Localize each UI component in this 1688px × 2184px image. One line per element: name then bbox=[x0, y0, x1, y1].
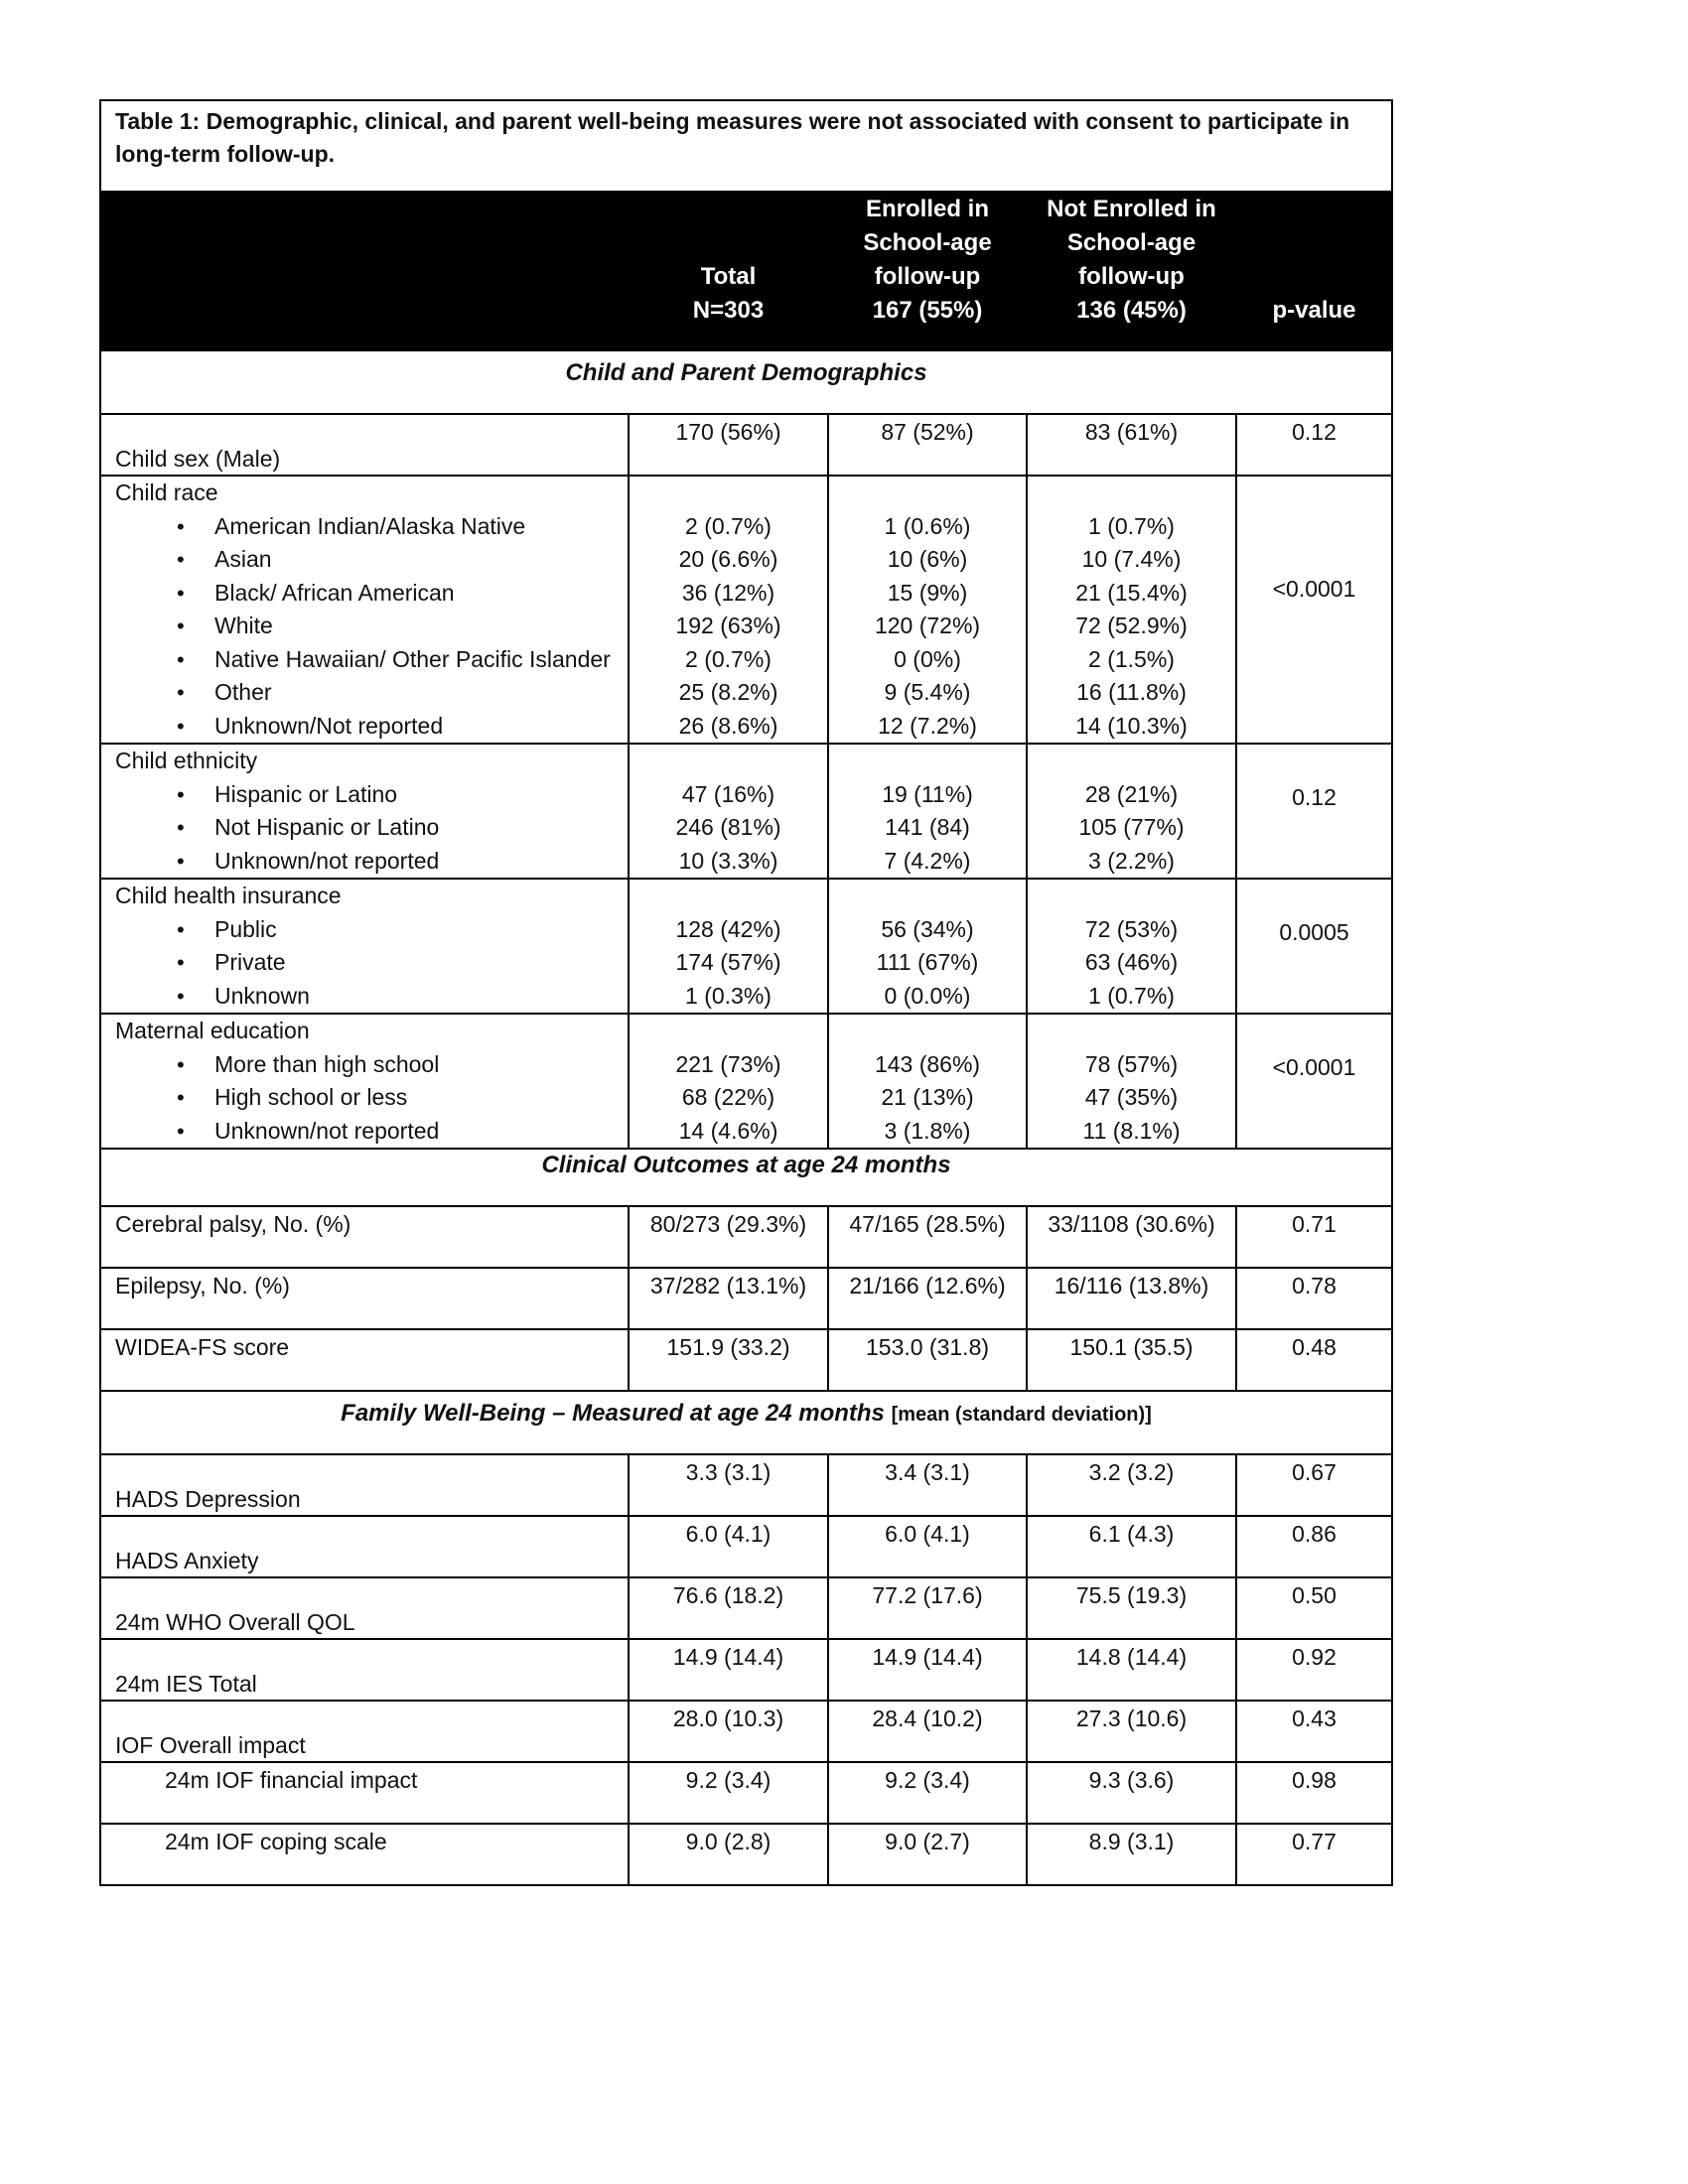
value-cell: 16 (11.8%) bbox=[1076, 679, 1187, 705]
section-family-title: Family Well-Being – Measured at age 24 months bbox=[341, 1400, 885, 1427]
total-cell: 37/282 (13.1%) bbox=[629, 1268, 828, 1329]
value-cell: 10 (3.3%) bbox=[678, 847, 778, 874]
enrolled-cell: 6.0 (4.1) bbox=[828, 1516, 1027, 1577]
group-child-race bbox=[100, 476, 1392, 744]
p-value-cell: 0.92 bbox=[1236, 1639, 1392, 1701]
group-title: Child ethnicity bbox=[115, 748, 258, 773]
row-label: 24m WHO Overall QOL bbox=[100, 1577, 629, 1639]
total-cell: 9.2 (3.4) bbox=[629, 1762, 828, 1824]
value-cell: 47 (16%) bbox=[681, 780, 775, 807]
header-not-enrolled: Not Enrolled in School-age follow-up 136 (45%) bbox=[1027, 192, 1236, 350]
value-cell: 25 (8.2%) bbox=[678, 679, 778, 705]
list-item: • Other bbox=[115, 676, 628, 710]
section-demographics: Child and Parent Demographics bbox=[100, 350, 1392, 414]
enrolled-cell: 47/165 (28.5%) bbox=[828, 1206, 1027, 1268]
p-value-cell: 0.98 bbox=[1236, 1762, 1392, 1824]
value-cell: 0 (0%) bbox=[894, 645, 961, 672]
value-cell: 111 (67%) bbox=[876, 949, 979, 975]
list-item: • Asian bbox=[115, 543, 628, 577]
value-cell: 56 (34%) bbox=[881, 915, 974, 942]
group-title: Maternal education bbox=[115, 1018, 310, 1043]
value-cell: 1 (0.7%) bbox=[1088, 512, 1175, 539]
value-cell: 21 (13%) bbox=[881, 1084, 974, 1110]
value-cell: 120 (72%) bbox=[874, 613, 981, 638]
value-cell: 143 (86%) bbox=[874, 1050, 981, 1077]
section-family-note: [mean (standard deviation)] bbox=[891, 1404, 1152, 1426]
row-label: 24m IOF financial impact bbox=[100, 1762, 629, 1824]
value-cell: 72 (52.9%) bbox=[1075, 613, 1188, 638]
value-cell: 72 (53%) bbox=[1084, 915, 1179, 942]
group-label-cell bbox=[100, 476, 629, 744]
value-cell: 2 (0.7%) bbox=[685, 645, 772, 672]
group-label-cell bbox=[100, 744, 629, 879]
table-header-row bbox=[100, 192, 1392, 350]
total-cell: 6.0 (4.1) bbox=[629, 1516, 828, 1577]
table-row bbox=[100, 1206, 1392, 1268]
not-enrolled-cell: 9.3 (3.6) bbox=[1027, 1762, 1236, 1824]
total-cell: 3.3 (3.1) bbox=[629, 1454, 828, 1516]
group-title: Child health insurance bbox=[115, 883, 342, 908]
value-cell: 78 (57%) bbox=[1084, 1050, 1179, 1077]
list-item: • Hispanic or Latino bbox=[115, 778, 628, 812]
value-cell: 2 (1.5%) bbox=[1088, 645, 1175, 672]
not-enrolled-cell: 14.8 (14.4) bbox=[1027, 1639, 1236, 1701]
table-row bbox=[100, 1639, 1392, 1701]
value-cell: 11 (8.1%) bbox=[1082, 1117, 1181, 1144]
value-cell: 192 (63%) bbox=[675, 613, 781, 638]
not-enrolled-cell: 27.3 (10.6) bbox=[1027, 1701, 1236, 1762]
table-row bbox=[100, 1454, 1392, 1516]
total-cell: 9.0 (2.8) bbox=[629, 1824, 828, 1885]
enrolled-cell: 9.2 (3.4) bbox=[828, 1762, 1027, 1824]
p-value-cell: 0.67 bbox=[1236, 1454, 1392, 1516]
group-enrolled-cell bbox=[828, 879, 1027, 1014]
value-cell: 19 (11%) bbox=[882, 780, 973, 807]
group-child-ethnicity bbox=[100, 744, 1392, 879]
p-value-cell: 0.0005 bbox=[1236, 879, 1392, 1014]
value-cell: 1 (0.6%) bbox=[884, 512, 971, 539]
table-row bbox=[100, 1329, 1392, 1391]
value-cell: 15 (9%) bbox=[887, 579, 968, 606]
value-cell: 14 (10.3%) bbox=[1075, 712, 1188, 739]
not-enrolled-cell: 6.1 (4.3) bbox=[1027, 1516, 1236, 1577]
list-item: • Black/ African American bbox=[115, 577, 628, 611]
group-label-cell bbox=[100, 879, 629, 1014]
value-cell: 9 (5.4%) bbox=[884, 679, 971, 705]
group-enrolled-cell bbox=[828, 1014, 1027, 1149]
value-cell: 12 (7.2%) bbox=[878, 712, 977, 739]
value-cell: 3 (2.2%) bbox=[1088, 847, 1175, 874]
value-cell: 36 (12%) bbox=[681, 579, 775, 606]
value-cell: 1 (0.7%) bbox=[1088, 982, 1175, 1009]
demographics-table bbox=[99, 99, 1393, 1886]
header-pvalue: p-value bbox=[1236, 192, 1392, 350]
bullet-list bbox=[115, 510, 628, 744]
p-value-cell: 0.48 bbox=[1236, 1329, 1392, 1391]
table-row bbox=[100, 1268, 1392, 1329]
family-rows bbox=[100, 1454, 1392, 1885]
enrolled-cell: 14.9 (14.4) bbox=[828, 1639, 1027, 1701]
not-enrolled-cell: 150.1 (35.5) bbox=[1027, 1329, 1236, 1391]
row-label: IOF Overall impact bbox=[100, 1701, 629, 1762]
value-cell: 141 (84) bbox=[885, 814, 970, 840]
header-total: Total N=303 bbox=[629, 192, 828, 350]
enrolled-cell: 21/166 (12.6%) bbox=[828, 1268, 1027, 1329]
table-row bbox=[100, 1762, 1392, 1824]
table-row bbox=[100, 1824, 1392, 1885]
bullet-list bbox=[115, 778, 628, 879]
total-cell: 80/273 (29.3%) bbox=[629, 1206, 828, 1268]
list-item: • Unknown bbox=[115, 980, 628, 1014]
bullet-list bbox=[115, 1048, 628, 1149]
p-value-cell: 0.71 bbox=[1236, 1206, 1392, 1268]
list-item: • American Indian/Alaska Native bbox=[115, 510, 628, 544]
group-not-enrolled-cell bbox=[1027, 476, 1236, 744]
header-blank bbox=[100, 192, 629, 350]
row-label: HADS Anxiety bbox=[100, 1516, 629, 1577]
group-title: Child race bbox=[115, 479, 218, 505]
group-maternal-education bbox=[100, 1014, 1392, 1149]
p-value-cell: 0.12 bbox=[1236, 744, 1392, 879]
table-row bbox=[100, 1516, 1392, 1577]
list-item: • Public bbox=[115, 913, 628, 947]
table-row bbox=[100, 1701, 1392, 1762]
value-cell: 174 (57%) bbox=[675, 949, 781, 975]
list-item: • Native Hawaiian/ Other Pacific Islander bbox=[115, 643, 628, 677]
group-total-cell bbox=[629, 476, 828, 744]
value-cell: 0 (0.0%) bbox=[884, 982, 971, 1009]
value-cell: 2 (0.7%) bbox=[685, 512, 772, 539]
group-enrolled-cell bbox=[828, 744, 1027, 879]
table-row bbox=[100, 1577, 1392, 1639]
not-enrolled-cell: 8.9 (3.1) bbox=[1027, 1824, 1236, 1885]
row-label: 24m IES Total bbox=[100, 1639, 629, 1701]
enrolled-cell: 77.2 (17.6) bbox=[828, 1577, 1027, 1639]
value-cell: 7 (4.2%) bbox=[884, 847, 971, 874]
list-item: • Unknown/not reported bbox=[115, 845, 628, 879]
list-item: • Unknown/not reported bbox=[115, 1115, 628, 1149]
table-row: Child sex (Male) 170 (56%) 87 (52%) 83 (61%) 0.12 bbox=[100, 414, 1392, 476]
group-not-enrolled-cell bbox=[1027, 744, 1236, 879]
p-value-cell: 0.43 bbox=[1236, 1701, 1392, 1762]
list-item: • Private bbox=[115, 946, 628, 980]
value-cell: 128 (42%) bbox=[675, 915, 781, 942]
value-cell: 10 (6%) bbox=[887, 546, 968, 572]
value-cell: 10 (7.4%) bbox=[1081, 546, 1182, 572]
value-cell: 14 (4.6%) bbox=[678, 1117, 778, 1144]
total-cell: 151.9 (33.2) bbox=[629, 1329, 828, 1391]
value-cell: 20 (6.6%) bbox=[678, 546, 778, 572]
total-cell: 14.9 (14.4) bbox=[629, 1639, 828, 1701]
value-cell: 221 (73%) bbox=[675, 1050, 781, 1077]
enrolled-cell: 153.0 (31.8) bbox=[828, 1329, 1027, 1391]
group-total-cell bbox=[629, 879, 828, 1014]
group-total-cell bbox=[629, 744, 828, 879]
p-value-cell: 0.86 bbox=[1236, 1516, 1392, 1577]
group-not-enrolled-cell bbox=[1027, 1014, 1236, 1149]
value-cell: 3 (1.8%) bbox=[884, 1117, 971, 1144]
enrolled-cell: 3.4 (3.1) bbox=[828, 1454, 1027, 1516]
clinical-rows bbox=[100, 1206, 1392, 1391]
p-value-cell: <0.0001 bbox=[1236, 1014, 1392, 1149]
group-total-cell bbox=[629, 1014, 828, 1149]
table-caption: Table 1: Demographic, clinical, and parent well-being measures were not associated with consent to participate in long-term follow-up. bbox=[100, 100, 1392, 192]
group-label-cell bbox=[100, 1014, 629, 1149]
group-child-insurance bbox=[100, 879, 1392, 1014]
list-item: • More than high school bbox=[115, 1048, 628, 1082]
not-enrolled-cell: 33/1108 (30.6%) bbox=[1027, 1206, 1236, 1268]
section-family bbox=[100, 1391, 1392, 1454]
row-label: WIDEA-FS score bbox=[100, 1329, 629, 1391]
p-value-cell: 0.50 bbox=[1236, 1577, 1392, 1639]
value-cell: 21 (15.4%) bbox=[1075, 579, 1188, 606]
list-item: • Unknown/Not reported bbox=[115, 710, 628, 744]
enrolled-cell: 28.4 (10.2) bbox=[828, 1701, 1027, 1762]
p-value-cell: <0.0001 bbox=[1236, 476, 1392, 744]
value-cell: 1 (0.3%) bbox=[685, 982, 772, 1009]
value-cell: 105 (77%) bbox=[1078, 814, 1185, 840]
row-label: 24m IOF coping scale bbox=[100, 1824, 629, 1885]
p-value-cell: 0.77 bbox=[1236, 1824, 1392, 1885]
value-cell: 246 (81%) bbox=[675, 814, 781, 840]
bullet-list bbox=[115, 913, 628, 1014]
value-cell: 63 (46%) bbox=[1084, 949, 1179, 975]
value-cell: 28 (21%) bbox=[1084, 780, 1179, 807]
list-item: • Not Hispanic or Latino bbox=[115, 811, 628, 845]
enrolled-cell: 9.0 (2.7) bbox=[828, 1824, 1027, 1885]
row-label: Epilepsy, No. (%) bbox=[100, 1268, 629, 1329]
row-label: HADS Depression bbox=[100, 1454, 629, 1516]
value-cell: 26 (8.6%) bbox=[678, 712, 778, 739]
not-enrolled-cell: 75.5 (19.3) bbox=[1027, 1577, 1236, 1639]
list-item: • High school or less bbox=[115, 1081, 628, 1115]
value-cell: 68 (22%) bbox=[681, 1084, 775, 1110]
total-cell: 76.6 (18.2) bbox=[629, 1577, 828, 1639]
p-value-cell: 0.78 bbox=[1236, 1268, 1392, 1329]
group-not-enrolled-cell bbox=[1027, 879, 1236, 1014]
group-enrolled-cell bbox=[828, 476, 1027, 744]
list-item: • White bbox=[115, 610, 628, 643]
not-enrolled-cell: 3.2 (3.2) bbox=[1027, 1454, 1236, 1516]
header-enrolled: Enrolled in School-age follow-up 167 (55%) bbox=[828, 192, 1027, 350]
total-cell: 28.0 (10.3) bbox=[629, 1701, 828, 1762]
section-clinical: Clinical Outcomes at age 24 months bbox=[100, 1149, 1392, 1206]
value-cell: 47 (35%) bbox=[1084, 1084, 1179, 1110]
not-enrolled-cell: 16/116 (13.8%) bbox=[1027, 1268, 1236, 1329]
row-label: Cerebral palsy, No. (%) bbox=[100, 1206, 629, 1268]
